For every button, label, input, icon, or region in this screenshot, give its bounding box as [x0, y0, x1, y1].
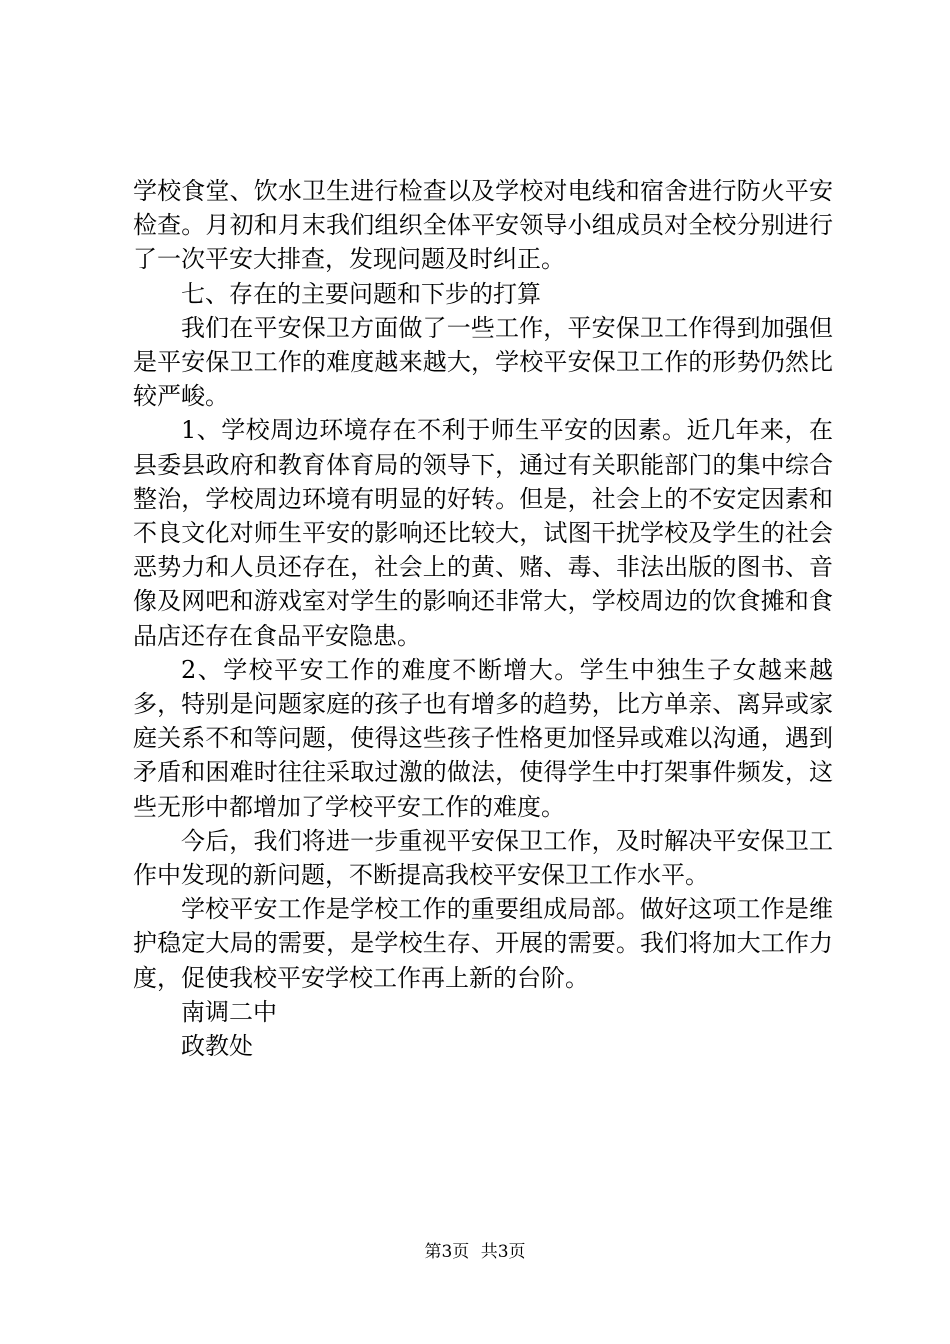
paragraph-item-2: 2、学校平安工作的难度不断增大。学生中独生子女越来越多，特别是问题家庭的孩子也有增多的趋势，比方单亲、离异或家庭关系不和等问题，使得这些孩子性格更加怪异或难以沟通，遇到矛盾和困难时往往采取过激的做法，使得学生中打架事件频发，这些无形中都增加了学校平安工作的难度。: [133, 655, 833, 821]
paragraph-continuation: 学校食堂、饮水卫生进行检查以及学校对电线和宿舍进行防火平安检查。月初和月末我们组织全体平安领导小组成员对全校分别进行了一次平安大排查，发现问题及时纠正。: [133, 177, 833, 274]
paragraph-intro: 我们在平安保卫方面做了一些工作，平安保卫工作得到加强但是平安保卫工作的难度越来越大，学校平安保卫工作的形势仍然比较严峻。: [133, 313, 833, 411]
section-heading: 七、存在的主要问题和下步的打算: [181, 279, 541, 308]
paragraph-item-1: 1、学校周边环境存在不利于师生平安的因素。近几年来，在县委县政府和教育体育局的领导下，通过有关职能部门的集中综合整治，学校周边环境有明显的好转。但是，社会上的不安定因素和不良文化对师生平安的影响还比较大，试图干扰学校及学生的社会恶势力和人员还存在，社会上的黄、赌、毒、非法出版的图书、音像及网吧和游戏室对学生的影响还非常大，学校周边的饮食摊和食品店还存在食品平安隐患。: [133, 416, 833, 650]
page-footer: [0, 1241, 950, 1263]
page-number: 第3页: [424, 1242, 470, 1262]
paragraph-future: 今后，我们将进一步重视平安保卫工作，及时解决平安保卫工作中发现的新问题，不断提高我校平安保卫工作水平。: [133, 826, 833, 890]
signature-school: 南调二中: [181, 997, 277, 1026]
signature-office: 政教处: [181, 1032, 253, 1061]
page-total: 共3页: [480, 1242, 526, 1262]
document-body: [133, 174, 833, 1063]
paragraph-conclusion: 学校平安工作是学校工作的重要组成局部。做好这项工作是维护稳定大局的需要，是学校生存、开展的需要。我们将加大工作力度，促使我校平安学校工作再上新的台阶。: [133, 895, 833, 992]
